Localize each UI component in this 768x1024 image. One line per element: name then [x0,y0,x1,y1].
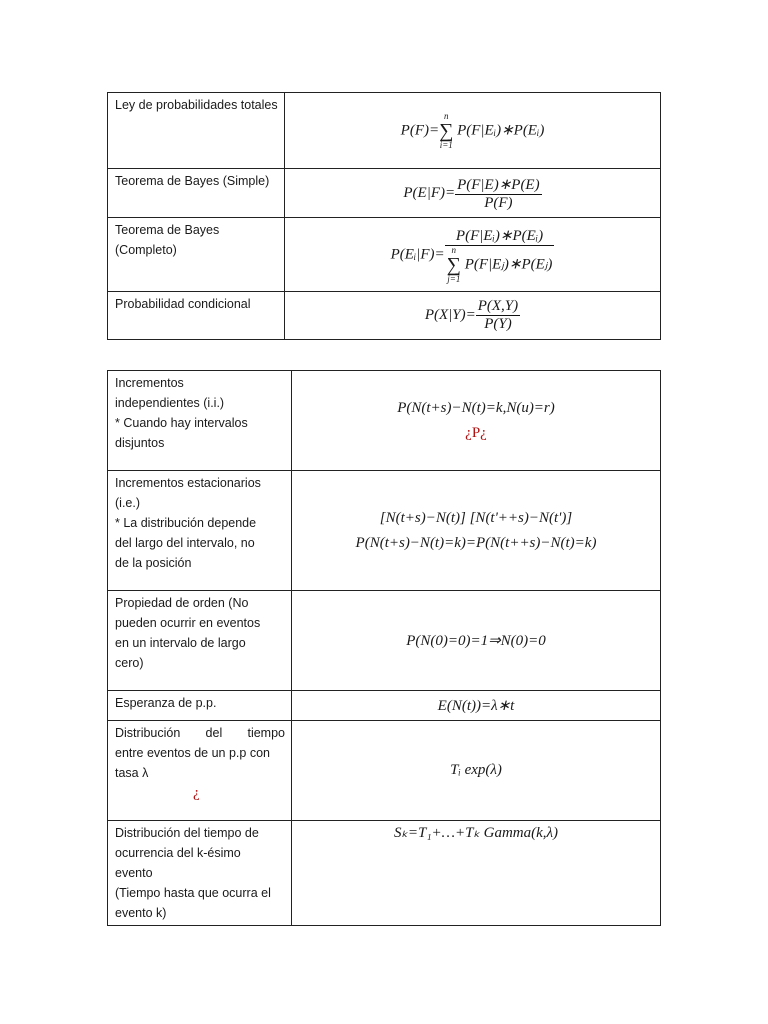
table-row [108,371,661,471]
denominator: P(F) [484,194,513,211]
row-label: Ley de probabilidades totales [108,93,285,169]
denominator-text: P(F|Eⱼ)∗P(Eⱼ) [464,255,553,272]
row-label [108,371,292,471]
formula-text: E(N(t))=λ∗t [437,698,515,714]
formula-cell [285,218,661,292]
row-label [108,471,292,591]
table-row [108,821,661,926]
label-line: de la posición [115,556,192,570]
sum-lower: i=1 [439,139,453,150]
row-label [108,691,292,721]
formula-text: P(X|Y)= [424,306,476,323]
numerator: P(F|Eᵢ)∗P(Eᵢ) [445,226,555,246]
formula-text: P(E|F)= [403,184,456,201]
denominator [445,246,555,284]
label-line: evento [115,866,153,880]
formula-text: Tᵢ exp(λ) [450,762,502,778]
table-row [108,93,661,169]
label-line: disjuntos [115,436,165,450]
probability-formulas-table [107,92,661,340]
label-line: entre eventos de un p.p con [115,746,270,760]
formula-cell [292,691,661,721]
label-line: cero) [115,656,144,670]
inverted-question-mark: ¿ [193,785,200,801]
table-row [108,471,661,591]
table-row [108,218,661,292]
label-line: * La distribución depende [115,516,257,530]
label-line: pueden ocurrir en eventos [115,616,261,630]
row-label: Teorema de Bayes (Completo) [108,218,285,292]
table-row [108,721,661,821]
label-line: Distribución del tiempo [115,726,285,740]
numerator: P(F|E)∗P(E) [457,176,540,193]
row-label [108,821,292,926]
table-row [108,292,661,340]
formula-text: P(F|Eᵢ)∗P(Eᵢ) [457,121,545,138]
label-line: Incrementos estacionarios [115,476,261,490]
denominator: P(Y) [484,316,512,332]
summation [439,112,453,150]
sigma-symbol: ∑ [446,253,461,276]
formula-cell [292,371,661,471]
label-line: Distribución del tiempo de [115,826,259,840]
formula-text: Sₖ=T₁+…+Tₖ Gamma(k,λ) [393,825,559,841]
formula-text: P(F)= [400,121,440,138]
formula-text: P(N(0)=0)=1⇒N(0)=0 [406,633,546,649]
row-label [108,591,292,691]
label-line: tasa λ [115,766,149,780]
formula-text: [N(t+s)−N(t)] [N(t'++s)−N(t')] [379,509,573,526]
label-line: del largo del intervalo, no [115,536,255,550]
poisson-process-table [107,370,661,926]
summation [447,246,461,284]
formula-cell [292,591,661,691]
formula-text: P(Eᵢ|F)= [390,245,445,262]
formula-text: P(N(t+s)−N(t)=k,N(u)=r) [397,399,555,416]
numerator: P(X,Y) [477,298,519,314]
label-line: ocurrencia del k-ésimo [115,846,241,860]
row-label [108,721,292,821]
sigma-symbol: ∑ [439,119,454,142]
formula-cell [285,292,661,340]
label-line: * Cuando hay intervalos [115,416,248,430]
label-line: Incrementos [115,376,184,390]
fraction [476,298,520,333]
formula-cell [292,721,661,821]
formula-cell [292,471,661,591]
label-line: Propiedad de orden (No [115,596,249,610]
sum-lower: j=1 [447,273,461,284]
formula-cell [285,93,661,169]
formula-cell [285,169,661,218]
label-line: independientes (i.i.) [115,396,225,410]
fraction [455,175,542,212]
label-line: (i.e.) [115,496,140,510]
sum-upper: n [443,110,449,121]
label-line: (Tiempo hasta que ocurra el [115,886,271,900]
table-row [108,691,661,721]
formula-text: ¿P¿ [465,424,487,441]
label-line: Esperanza de p.p. [115,696,217,710]
table-row [108,591,661,691]
formula-text: P(N(t+s)−N(t)=k)=P(N(t++s)−N(t)=k) [355,534,597,551]
table-row [108,169,661,218]
label-line: evento k) [115,906,167,920]
row-label: Probabilidad condicional [108,292,285,340]
sum-upper: n [451,244,457,255]
label-line: en un intervalo de largo [115,636,246,650]
row-label: Teorema de Bayes (Simple) [108,169,285,218]
fraction [445,226,555,284]
formula-cell [292,821,661,926]
